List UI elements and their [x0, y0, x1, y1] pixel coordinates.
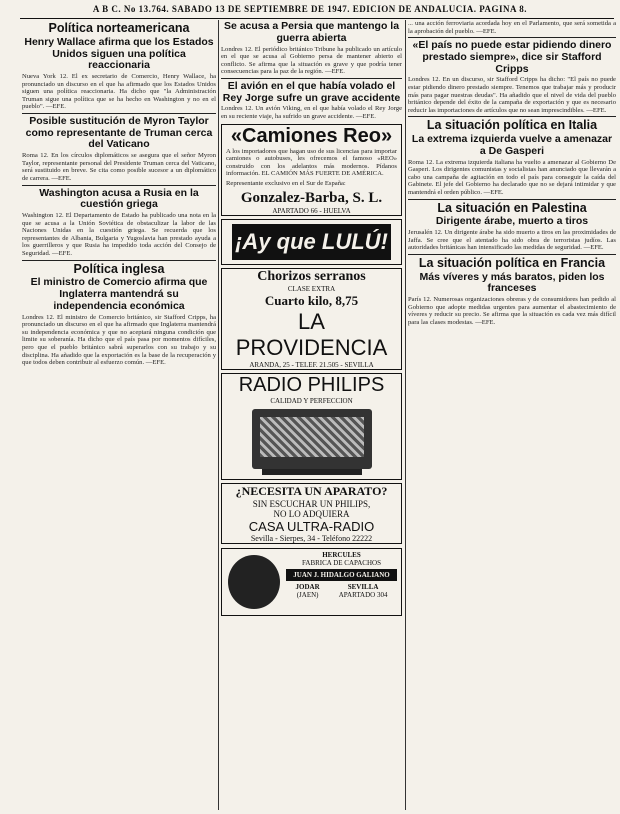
article-body: París 12. Numerosas organizaciones obreras y de consumidores han pedido al Gobierno que adopte medidas urgentes para aumentar el abastecimiento de víveres y reducir su precio. Se afirma que la situación es cada vez más difícil para las clases modestas. —EFE.	[408, 296, 616, 326]
advert-address: APARTADO 66 - HUELVA	[272, 206, 351, 215]
advert-ultra-radio	[221, 483, 402, 544]
advert-address: Sevilla - Sierpes, 34 - Teléfono 22222	[250, 533, 373, 543]
article-body: Londres 12. El ministro de Comercio británico, sir Stafford Cripps, ha pronunciado un discurso en el que ha afirmado que Inglaterra mantendrá su independencia económica y que no aceptará ninguna condición que limite su soberanía. Ha dicho que el país pasa por momentos difíciles, pero que el pueblo británico sabrá superarlos con su trabajo y su disciplina. Ha añadido que la exportación es la base de la recuperación y que todos deben contribuir al esfuerzo común. —EFE.	[22, 313, 216, 367]
divider	[22, 113, 216, 114]
advert-shop: CASA ULTRA-RADIO	[248, 518, 375, 534]
divider	[408, 116, 616, 117]
advert-city-sub: APARTADO 304	[338, 590, 388, 599]
article-body: Londres 12. El periódico británico Tribune ha publicado un artículo en el que se acusa al Gobierno persa de mantener abierto el conflicto. Se afirma que la situación es grave y que podría tener consecuencias para la paz de la región. —EFE.	[221, 45, 402, 76]
column-3	[408, 20, 616, 814]
advert-title: «Camiones Reo»	[230, 124, 393, 147]
advert-line: NO LO ADQUIERA	[273, 508, 350, 519]
strongman-illustration	[228, 555, 280, 609]
advert-hercules	[221, 548, 402, 616]
advert-distributor: Representante exclusivo en el Sur de España:	[226, 179, 346, 187]
section-title: Política inglesa	[73, 261, 165, 276]
advert-shop: LA PROVIDENCIA	[235, 308, 388, 360]
header-rule	[20, 18, 614, 19]
advert-address: ARANDA, 25 - TELEF. 21.505 - SEVILLA	[249, 360, 374, 369]
advert-chorizos	[221, 268, 402, 370]
article-body: Jerusalén 12. Un dirigente árabe ha sido muerto a tiros en las proximidades de Jaffa. Se cree que el atentado ha sido obra de terroristas judíos. Las autoridades británicas han intensificado las medidas de seguridad. —EFE.	[408, 229, 616, 252]
article-body: Londres 12. En un discurso, sir Stafford Cripps ha dicho: "El país no puede estar pidiendo dinero prestado siempre. Tenemos que trabajar más y producir más para pagar nuestras deudas". Ha añadido que el nivel de vida del pueblo británico depende del éxito de la campaña de exportación y que es necesario reducir las importaciones de artículos que no sean imprescindibles. —EFE.	[408, 76, 616, 114]
headline: La extrema izquierda vuelve a amenazar a De Gasperi	[411, 133, 613, 157]
article-body: Nueva York 12. El ex secretario de Comercio, Henry Wallace, ha pronunciado un discurso en el que ha afirmado que los Estados Unidos siguen una política reaccionaria. Ha dicho que "la Administración Truman sigue una política que se ha hecho en Washington y no en el pueblo". —EFE.	[22, 73, 216, 111]
divider	[22, 260, 216, 261]
advert-city: JODAR	[295, 582, 320, 591]
article-body: Washington 12. El Departamento de Estado ha publicado una nota en la que se acusa a la Unión Soviética de obstaculizar la labor de las Naciones Unidas en la cuestión griega. Se recuerda que los representantes de Albania, Bulgaria y Yugoslavia han prestado ayuda a los guerrilleros y que Rusia ha impedido toda acción del Consejo de Seguridad. —EFE.	[22, 212, 216, 258]
advert-brand: HERCULES	[322, 550, 361, 559]
headline: El avión en el que había volado el Rey Jorge sufre un grave accidente	[222, 79, 401, 104]
headline: Dirigente árabe, muerto a tiros	[435, 215, 589, 228]
advert-brand: RADIO PHILIPS	[238, 373, 385, 396]
divider	[408, 37, 616, 38]
advert-maker: JUAN J. HIDALGO GALIANO	[286, 569, 397, 581]
divider	[408, 254, 616, 255]
column-1	[22, 20, 216, 814]
column-divider	[218, 20, 219, 810]
headline: «El país no puede estar pidiendo dinero prestado siempre», dice sir Stafford Cripps	[412, 39, 612, 75]
column-2	[221, 20, 402, 814]
radio-illustration	[252, 409, 372, 469]
advert-price: Cuarto kilo, 8,75	[264, 292, 359, 308]
advert-line: SIN ESCUCHAR UN PHILIPS,	[252, 498, 371, 509]
advert-city: SEVILLA	[347, 582, 379, 591]
article-body: Londres 12. Un avión Viking, en el que había volado el Rey Jorge en su reciente viaje, ha sufrido un grave accidente. —EFE.	[221, 105, 402, 120]
divider	[221, 78, 402, 79]
headline: Más víveres y más baratos, piden los franceses	[419, 270, 605, 295]
article-body: Roma 12. La extrema izquierda italiana ha vuelto a amenazar al Gobierno De Gasperi. Los dirigentes comunistas y socialistas han anunciado que llevarán a cabo una campaña de agitación en todo el país para conseguir la caída del Gabinete. El jefe del Gobierno ha declarado que no se dejará intimidar y que mantendrá el orden público. —EFE.	[408, 158, 616, 197]
page-header: A B C. No 13.764. SABADO 13 DE SEPTIEMBRE DE 1947. EDICION DE ANDALUCIA. PAGINA 8.	[92, 4, 528, 14]
advert-tagline: CALIDAD Y PERFECCION	[270, 396, 353, 405]
section-title: La situación política en Francia	[418, 255, 606, 270]
article-body: Roma 12. En los círculos diplomáticos se asegura que el señor Myron Taylor, representante personal del Presidente Truman cerca del Vaticano, será sustituido en breve. Se cita como posible sucesor a un diplomático de carrera. —EFE.	[22, 152, 216, 182]
divider	[408, 199, 616, 200]
advert-lulu	[221, 219, 402, 265]
section-title: Política norteamericana	[48, 21, 190, 35]
advert-title: Chorizos serranos	[257, 268, 366, 284]
section-title: La situación política en Italia	[426, 118, 598, 133]
advert-line: FABRICA DE CAPACHOS	[302, 558, 381, 567]
advert-company: Gonzalez-Barba, S. L.	[240, 189, 383, 206]
headline: Se acusa a Persia que mantengo la guerra abierta	[223, 20, 400, 44]
column-divider	[405, 20, 406, 810]
headline: Henry Wallace afirma que los Estados Unidos siguen una política reaccionaria	[24, 35, 214, 72]
advert-subtitle: CLASE EXTRA	[287, 284, 336, 293]
advert-body: A los importadores que hagan uso de sus licencias para importar camiones o autobuses, les ofrecemos el famoso «REO» construido con los adelantos más modernos. Pídanos información. EL CAMIÓN MÁS FUERTE DE AMÉRICA.	[226, 147, 397, 178]
advert-city-sub: (JAEN)	[296, 590, 319, 599]
advert-lulu-text: ¡Ay que LULÚ!	[232, 224, 391, 260]
advert-philips	[221, 373, 402, 480]
advert-title: ¿NECESITA UN APARATO?	[235, 483, 388, 498]
headline: Posible sustitución de Myron Taylor como representante de Truman cerca del Vaticano	[25, 114, 213, 151]
advert-camiones-reo	[221, 124, 402, 216]
section-title: La situación en Palestina	[437, 200, 587, 215]
headline: Washington acusa a Rusia en la cuestión griega	[39, 186, 199, 211]
advert-hercules-text	[286, 551, 397, 599]
article-body: ... una acción ferroviaria acordada hoy en el Parlamento, que será sometida a la aprobación del pueblo. —EFE.	[408, 20, 616, 35]
divider	[22, 185, 216, 186]
headline: El ministro de Comercio afirma que Inglaterra mantendrá su independencia económica	[30, 276, 208, 312]
